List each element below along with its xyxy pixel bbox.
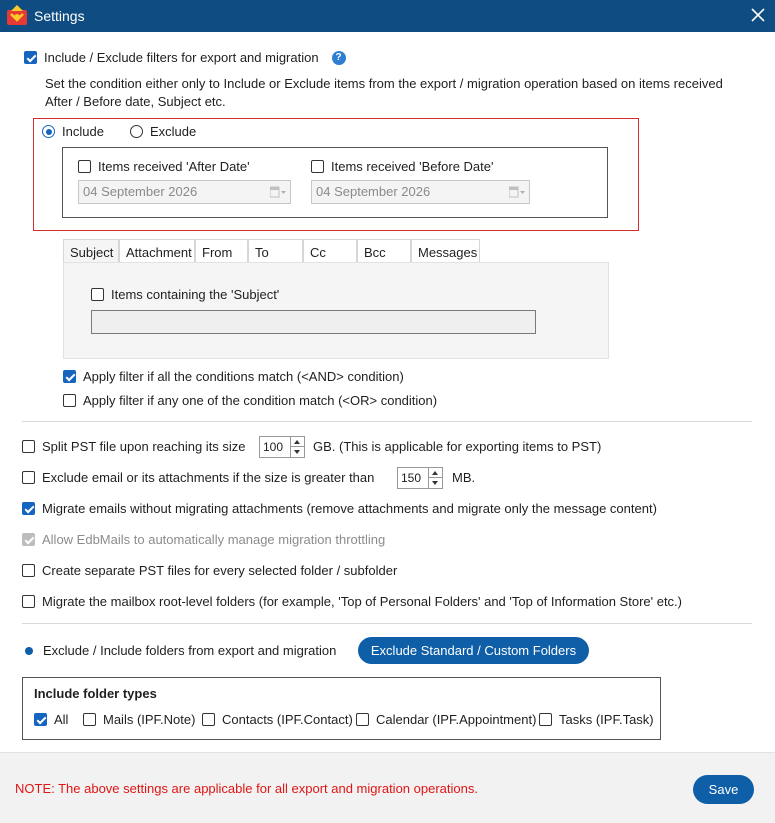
tab-to[interactable]: To (248, 239, 303, 263)
or-condition-checkbox[interactable] (63, 394, 76, 407)
stepper-buttons[interactable] (290, 437, 304, 457)
include-radio-row[interactable] (42, 124, 104, 139)
before-date-label: Items received 'Before Date' (331, 159, 494, 174)
folder-types-title: Include folder types (34, 686, 157, 701)
tab-attachment[interactable]: Attachment (119, 239, 195, 263)
folder-type-mails-checkbox[interactable] (83, 713, 96, 726)
split-pst-checkbox[interactable] (22, 440, 35, 453)
exclude-label: Exclude (150, 124, 197, 139)
separate-pst-checkbox[interactable] (22, 564, 35, 577)
before-date-value: 04 September 2026 (316, 184, 431, 199)
stepper-down-icon[interactable] (291, 447, 304, 457)
root-level-label: Migrate the mailbox root-level folders (for example, 'Top of Personal Folders' and 'Top of Information Store' etc.) (42, 594, 683, 609)
tab-cc[interactable]: Cc (303, 239, 357, 263)
include-radio[interactable] (42, 125, 55, 138)
folder-type-calendar[interactable] (356, 712, 536, 727)
folder-type-all-checkbox[interactable] (34, 713, 47, 726)
tab-from[interactable]: From (195, 239, 248, 263)
exclude-folders-button[interactable]: Exclude Standard / Custom Folders (358, 637, 589, 664)
throttling-row (22, 532, 385, 547)
separate-pst-row[interactable] (22, 563, 397, 578)
after-date-value: 04 September 2026 (83, 184, 198, 199)
throttling-label: Allow EdbMails to automatically manage migration throttling (42, 532, 386, 547)
separate-pst-label: Create separate PST files for every selected folder / subfolder (42, 563, 398, 578)
folder-type-calendar-checkbox[interactable] (356, 713, 369, 726)
folders-label: Exclude / Include folders from export and migration (43, 643, 337, 658)
stepper-buttons[interactable] (428, 468, 442, 488)
exclude-size-stepper[interactable] (397, 467, 443, 489)
subject-checkbox[interactable] (91, 288, 104, 301)
split-pst-label: Split PST file upon reaching its size (42, 439, 246, 454)
folder-type-all[interactable] (34, 712, 68, 727)
exclude-size-value: 150 (401, 471, 422, 485)
exclude-size-checkbox[interactable] (22, 471, 35, 484)
migrate-no-attachments-checkbox[interactable] (22, 502, 35, 515)
and-condition-label: Apply filter if all the conditions match (<AND> condition) (83, 369, 404, 384)
folder-type-label: Contacts (IPF.Contact) (222, 712, 353, 727)
footer-note: NOTE: The above settings are applicable for all export and migration operations. (15, 781, 478, 796)
footer-bar (0, 752, 775, 823)
folder-type-label: Calendar (IPF.Appointment) (376, 712, 537, 727)
split-size-value: 100 (263, 440, 284, 454)
stepper-down-icon[interactable] (429, 478, 442, 488)
split-pst-unit-label: GB. (This is applicable for exporting items to PST) (313, 439, 602, 454)
app-logo-icon (6, 5, 28, 27)
or-condition-label: Apply filter if any one of the condition match (<OR> condition) (83, 393, 438, 408)
filters-checkbox[interactable] (24, 51, 37, 64)
throttling-checkbox (22, 533, 35, 546)
filters-description-1: Set the condition either only to Include or Exclude items from the export / migration operation based on items received (45, 76, 723, 91)
filters-description-2: After / Before date, Subject etc. (45, 94, 226, 109)
folder-type-label: All (54, 712, 69, 727)
subject-label: Items containing the 'Subject' (111, 287, 280, 302)
divider (22, 421, 752, 422)
filters-toggle-row (24, 50, 346, 65)
folder-type-mails[interactable] (83, 712, 195, 727)
before-date-checkbox[interactable] (311, 160, 324, 173)
close-icon[interactable] (749, 6, 767, 24)
split-size-stepper[interactable] (259, 436, 305, 458)
and-condition-row[interactable] (63, 369, 404, 384)
folder-type-tasks[interactable] (539, 712, 654, 727)
bullet-icon (25, 647, 33, 655)
calendar-dropdown-icon (509, 186, 525, 198)
exclude-size-unit-label: MB. (452, 470, 476, 485)
filters-label: Include / Exclude filters for export and migration (44, 50, 319, 65)
subject-filter-row[interactable] (91, 287, 279, 302)
migrate-no-attachments-row[interactable] (22, 501, 657, 516)
stepper-up-icon[interactable] (429, 468, 442, 478)
tab-bcc[interactable]: Bcc (357, 239, 411, 263)
before-date-row[interactable] (311, 159, 493, 174)
divider (22, 623, 752, 624)
folder-type-tasks-checkbox[interactable] (539, 713, 552, 726)
split-pst-row (22, 439, 246, 454)
root-level-checkbox[interactable] (22, 595, 35, 608)
after-date-row[interactable] (78, 159, 250, 174)
exclude-size-row (22, 470, 374, 485)
stepper-up-icon[interactable] (291, 437, 304, 447)
and-condition-checkbox[interactable] (63, 370, 76, 383)
root-level-row[interactable] (22, 594, 682, 609)
window-title: Settings (34, 8, 85, 24)
after-date-picker[interactable] (78, 180, 291, 204)
folder-type-contacts[interactable] (202, 712, 353, 727)
folder-type-label: Mails (IPF.Note) (103, 712, 196, 727)
exclude-radio-row[interactable] (130, 124, 196, 139)
tab-subject[interactable]: Subject (63, 239, 119, 263)
folder-type-contacts-checkbox[interactable] (202, 713, 215, 726)
help-icon[interactable]: ? (332, 51, 346, 65)
tab-messages[interactable]: Messages (411, 239, 480, 263)
migrate-no-attachments-label: Migrate emails without migrating attachments (remove attachments and migrate only the message content) (42, 501, 657, 516)
folder-type-label: Tasks (IPF.Task) (559, 712, 654, 727)
before-date-picker[interactable] (311, 180, 530, 204)
include-label: Include (62, 124, 104, 139)
exclude-size-label: Exclude email or its attachments if the size is greater than (42, 470, 375, 485)
title-bar (0, 0, 775, 32)
save-button[interactable]: Save (693, 775, 754, 804)
exclude-radio[interactable] (130, 125, 143, 138)
subject-input[interactable] (91, 310, 536, 334)
or-condition-row[interactable] (63, 393, 437, 408)
after-date-checkbox[interactable] (78, 160, 91, 173)
calendar-dropdown-icon (270, 186, 286, 198)
after-date-label: Items received 'After Date' (98, 159, 250, 174)
